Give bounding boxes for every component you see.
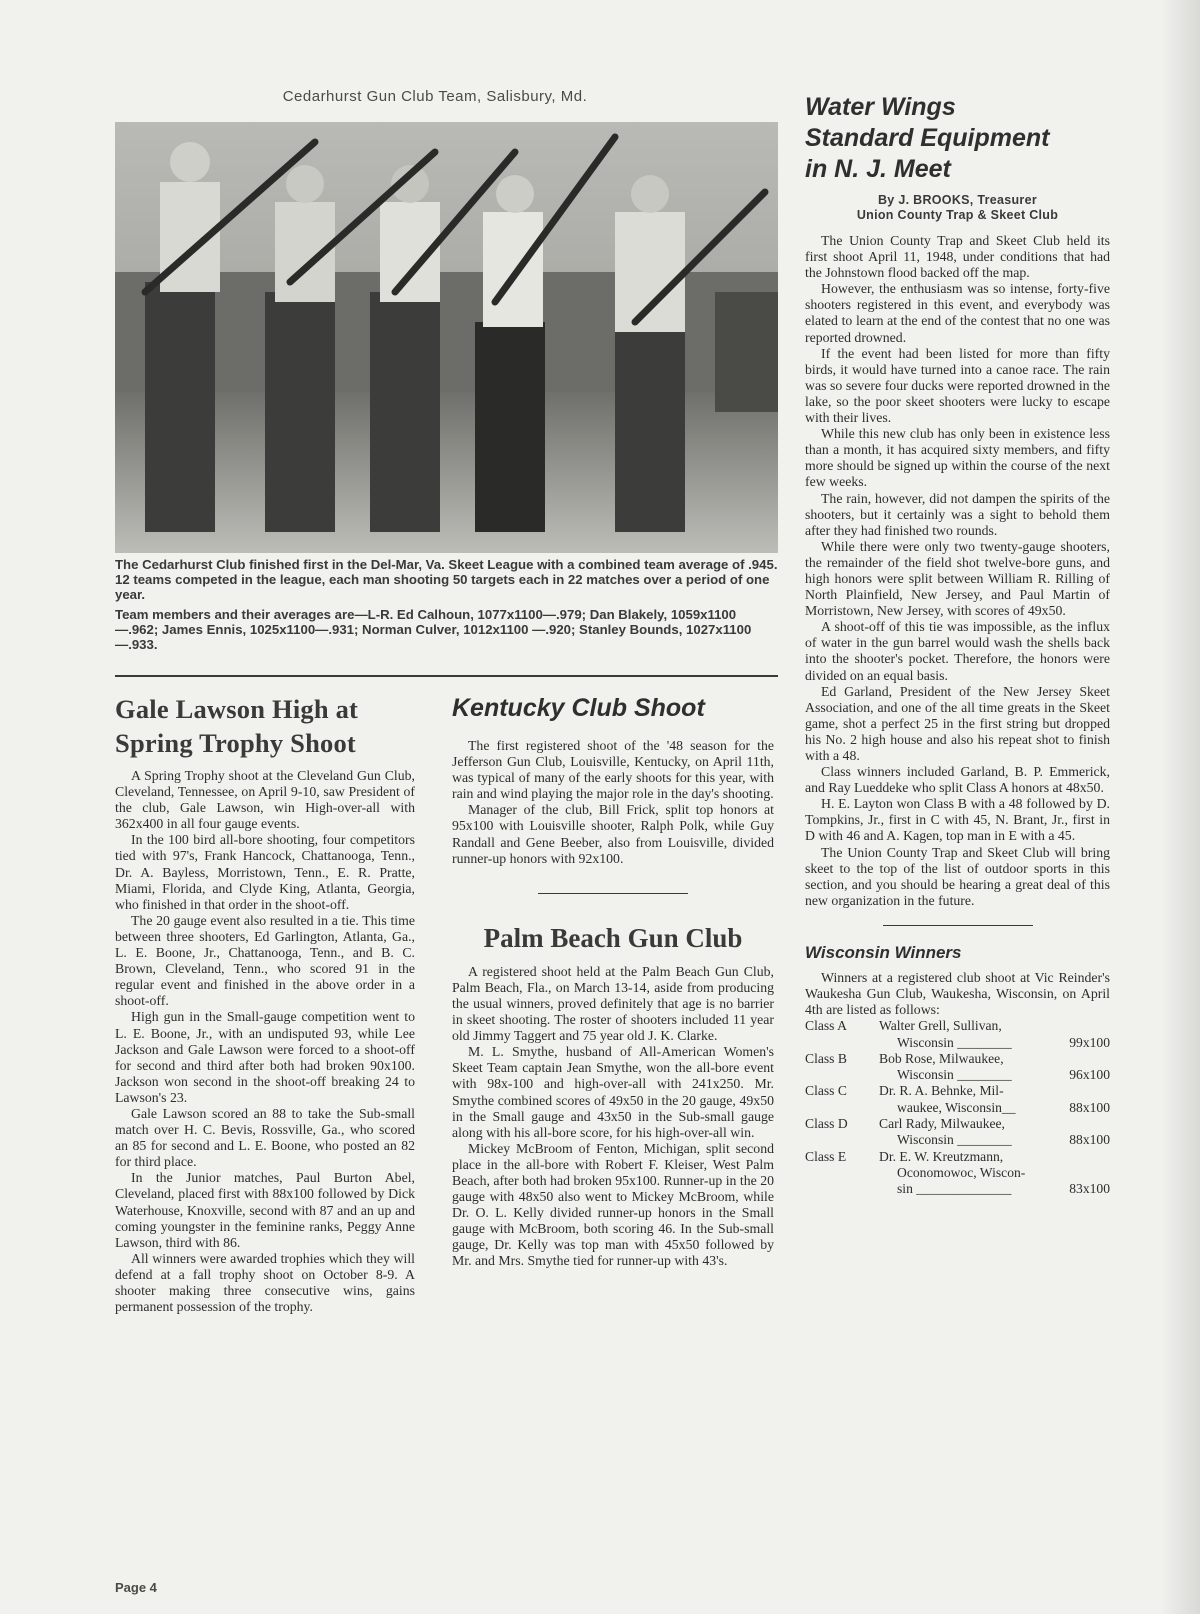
page-edge-shadow [1160,0,1200,1614]
water-paragraph: However, the enthusiasm was so intense, forty-five shooters registered in this event, and everybody was elated to learn at the end of the contest that no one was reported drowned. [805,281,1110,345]
winner-row [805,1116,1110,1149]
gale-article [115,692,415,1315]
winner-score: 88x100 [1069,1099,1110,1115]
winner-place: Wisconsin ________ [897,1132,1012,1148]
water-title-line2: Standard Equipment [805,124,1050,152]
water-paragraph: The Union County Trap and Skeet Club will bring skeet to the top of the list of outdoor sports in this section, and you should be hearing a great deal of this new organization in the future. [805,844,1110,908]
kentucky-paragraph: Manager of the club, Bill Frick, split top honors at 95x100 with Louisville shooter, Ralph Polk, while Guy Randall and Gene Beeber, also from Louisville, divided runner-up honors with 92x100. [452,802,774,866]
photo-header: Cedarhurst Gun Club Team, Salisbury, Md. [282,88,588,105]
palm-title: Palm Beach Gun Club [483,922,743,953]
winner-name: Walter Grell, Sullivan, [879,1018,1002,1034]
gale-title-line1: Gale Lawson High at [115,694,359,724]
winner-name: Dr. E. W. Kreutzmann, [879,1148,1004,1164]
water-paragraph: While there were only two twenty-gauge shooters, the remainder of the field shot twelve-bore guns, and high honors were split between William R. Rilling of North Plainfield, New Jersey, and Paul Martin of Morristown, New Jersey, with scores of 49x50. [805,538,1110,619]
winner-score: 96x100 [1069,1067,1110,1083]
photo-caption-2: Team members and their averages are—L-R. Ed Calhoun, 1077x1100—.979; Dan Blakely, 1059x1100—.962; James Ennis, 1025x1100—.931; Norman Culver, 1012x1100 —.920; Stanley Bounds, 1027x1100—.933. [115,607,752,652]
winner-class: Class C [805,1083,847,1099]
winner-name: Dr. R. A. Behnke, Mil- [879,1083,1004,1099]
winner-name: Carl Rady, Milwaukee, [879,1116,1005,1131]
water-byline-2: Union County Trap & Skeet Club [856,208,1059,222]
water-paragraph: Ed Garland, President of the New Jersey Skeet Association, and one of the all time greats in the Skeet game, shot a perfect 25 in the first string but dropped his No. 2 high house and also his repeat shot to finish with a 48. [805,683,1110,763]
wisconsin-intro: Winners at a registered club shoot at Vic Reinder's Waukesha Gun Club, Waukesha, Wisconsin, on April 4th are listed as follows: [805,969,1110,1018]
wisconsin-title: Wisconsin Winners [805,942,962,962]
water-title-line3: in N. J. Meet [805,155,951,183]
separator [883,925,1033,926]
winner-place: sin ______________ [897,1181,1012,1197]
water-byline-1: By J. BROOKS, Treasurer [877,193,1038,207]
winner-row [805,1051,1110,1084]
winner-class: Class E [805,1148,847,1164]
gale-title [115,692,415,760]
winner-class: Class D [805,1116,848,1131]
water-paragraph: A shoot-off of this tie was impossible, as the influx of water in the gun barrel would wash the shells back into the shooter's pocket. Therefore, the honors were divided on an equal basis. [805,619,1110,683]
palm-paragraph: M. L. Smythe, husband of All-American Women's Skeet Team captain Jean Smythe, won the all-bore event with 98x-100 and high-over-all with 241x250. Mr. Smythe combined scores of 49x50 in the 20 gauge, 49x50 in the Small gauge and 43x50 in the Sub-small gauge along with his all-bore score, for his high-over-all win. [452,1044,774,1140]
gale-paragraph: High gun in the Small-gauge competition went to L. E. Boone, Jr., with an undisputed 93, while Lee Jackson and Gale Lawson were forced to a shoot-off for second and third after both had broken 90x100. Jackson won second in the shoot-off breaking 24 to Lawson's 23. [115,1009,415,1105]
water-paragraph: The rain, however, did not dampen the spirits of the shooters, but it certainly was a sight to behold them after they had finished two rounds. [805,490,1110,538]
water-paragraph: While this new club has only been in existence less than a month, it has acquired sixty members, and fifty more should be signed up within the course of the next few weeks. [805,426,1110,490]
water-paragraph: The Union County Trap and Skeet Club held its first shoot April 11, 1948, under conditions that had the Johnstown flood backed off the map. [805,233,1110,281]
palm-paragraph: A registered shoot held at the Palm Beach Gun Club, Palm Beach, Fla., on March 13-14, aside from producing the usual winners, proved definitely that age is no barrier in skeet shooting. The roster of shooters included 11 year old Jimmy Taggert and 75 year old J. K. Clarke. [452,963,774,1044]
gale-paragraph: In the 100 bird all-bore shooting, four competitors tied with 97's, Frank Hancock, Chattanooga, Tenn., Dr. A. Bayless, Morristown, Tenn., E. R. Pratte, Miami, Florida, and Clyde King, Atlanta, Georgia, who finished in that order in the shoot-off. [115,832,415,912]
palm-paragraph: Mickey McBroom of Fenton, Michigan, split second place in the all-bore with Robert F. Kleiser, West Palm Beach, after both had broken 95x100. Runner-up in the 20 gauge with 48x50 also went to Mickey McBroom, while Dr. O. L. Kelly divided runner-up honors in the Small gauge with McBroom, both scoring 46. In the Sub-small gauge, Dr. Kelly was top man with 45x50 followed by Mr. and Mrs. Smythe tied for runner-up with 43's. [452,1140,774,1269]
water-paragraph: H. E. Layton won Class B with a 48 followed by D. Tompkins, Jr., first in C with 45, N. Brant, Jr., first in D with 46 and A. Kagen, top man in E with a 45. [805,796,1110,844]
winner-row [805,1018,1110,1051]
winner-class: Class A [805,1018,847,1034]
water-title [805,92,1110,185]
kentucky-paragraph: The first registered shoot of the '48 season for the Jefferson Gun Club, Louisville, Kentucky, on April 11th, was typical of many of the early shoots for this year, with rain and wind playing the major role in the day's shooting. [452,738,774,802]
winner-class: Class B [805,1050,847,1066]
team-photo [115,122,778,553]
winner-place: waukee, Wisconsin__ [897,1099,1016,1115]
winner-place: Wisconsin ________ [897,1034,1012,1050]
page-number: Page 4 [115,1580,157,1595]
gale-paragraph: All winners were awarded trophies which they will defend at a fall trophy shoot on October 8-9. A shooter making three consecutive wins, gains permanent possession of the trophy. [115,1250,415,1315]
water-article [805,92,1110,1197]
gale-paragraph: A Spring Trophy shoot at the Cleveland Gun Club, Cleveland, Tennessee, on April 9-10, saw President of the club, Gale Lawson, win High-over-all with 362x400 in all four gauge events. [115,768,415,832]
gale-paragraph: The 20 gauge event also resulted in a tie. This time between three shooters, Ed Garlington, Atlanta, Ga., L. E. Boone, Jr., Chattanooga, Tenn., and B. C. Brown, Cleveland, Tenn., who scored 91 in the regular event and finished in the above order in a shoot-off. [115,912,415,1009]
winner-row [805,1083,1110,1116]
winner-score: 99x100 [1069,1034,1110,1050]
water-paragraph: If the event had been listed for more than fifty birds, it would have turned into a canoe race. The rain was so severe four ducks were reported drowned in the lake, so the poor skeet shooters were lucky to escape with their lives. [805,345,1110,426]
photo-caption-1: The Cedarhurst Club finished first in the Del-Mar, Va. Skeet League with a combined team average of .945. 12 teams competed in the league, each man shooting 50 targets each in 22 matches over a period of one year. [115,557,778,602]
winner-name: Bob Rose, Milwaukee, [879,1050,1004,1066]
winner-place: Wisconsin ________ [897,1067,1012,1083]
gale-title-line2: Spring Trophy Shoot [115,728,356,758]
water-title-line1: Water Wings [805,93,956,121]
kentucky-title: Kentucky Club Shoot [452,694,705,722]
winner-score: 83x100 [1069,1181,1110,1197]
middle-column [452,692,774,1270]
winner-score: 88x100 [1069,1132,1110,1148]
separator [538,893,688,894]
section-rule [115,675,778,677]
gale-paragraph: In the Junior matches, Paul Burton Abel, Cleveland, placed first with 88x100 followed by Dick Waterhouse, Knoxville, second with 87 and an up and coming youngster in the feminine ranks, Peggy Anne Lawson, third with 86. [115,1170,415,1250]
gale-paragraph: Gale Lawson scored an 88 to take the Sub-small match over H. C. Bevis, Rossville, Ga., who scored an 85 for second and L. E. Boone, who posted an 82 for third place. [115,1105,415,1170]
winner-name-continued: Oconomowoc, Wiscon- [897,1164,1026,1180]
winner-row [805,1149,1110,1198]
water-paragraph: Class winners included Garland, B. P. Emmerick, and Ray Lueddeke who split Class A honors at 48x50. [805,764,1110,796]
wisconsin-winners-list [805,1018,1110,1197]
